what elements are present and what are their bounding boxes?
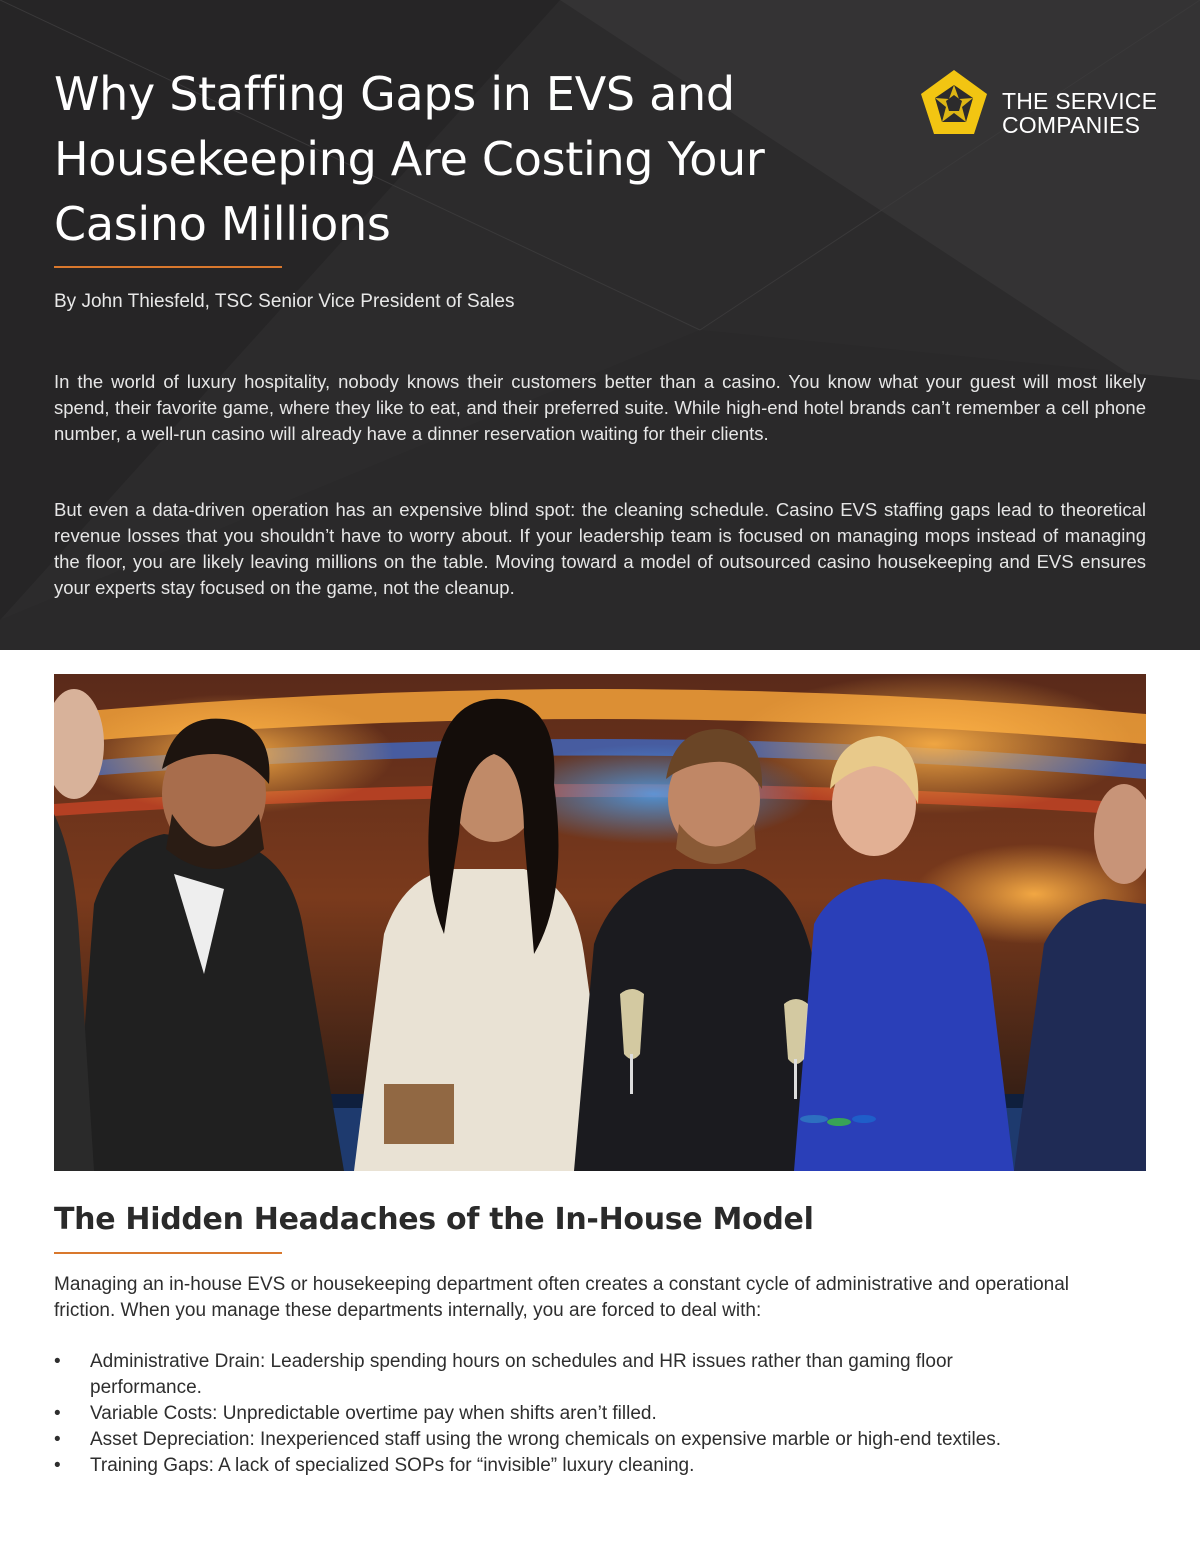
header-banner xyxy=(0,0,1200,650)
section-divider xyxy=(54,1252,282,1254)
company-logo xyxy=(918,67,1158,139)
bullet-icon: • xyxy=(54,1351,61,1372)
list-item-text: Asset Depreciation: Inexperienced staff using the wrong chemicals on expensive marble or high-end textiles. xyxy=(90,1429,1002,1450)
page-title: Why Staffing Gaps in EVS and Housekeeping Are Costing Your Casino Millions xyxy=(54,67,765,251)
list-item-text: Training Gaps: A lack of specialized SOPs for “invisible” luxury cleaning. xyxy=(90,1455,695,1476)
list-item-text: Administrative Drain: Leadership spending hours on schedules and HR issues rather than gaming floor performance. xyxy=(90,1351,953,1398)
section-heading: The Hidden Headaches of the In-House Model xyxy=(54,1202,814,1237)
pentagon-star-logo-icon xyxy=(918,67,990,139)
logo-text-line: COMPANIES xyxy=(1002,112,1141,138)
list-item xyxy=(54,1427,1014,1453)
title-divider xyxy=(54,266,282,268)
logo-text-line: THE SERVICE xyxy=(1002,88,1158,114)
list-item-text: Variable Costs: Unpredictable overtime pay when shifts aren’t filled. xyxy=(90,1403,657,1424)
headache-bullet-list xyxy=(54,1349,1014,1479)
intro-paragraph: In the world of luxury hospitality, nobody knows their customers better than a casino. You know what your guest will most likely spend, their favorite game, where they like to eat, and their preferred suite. While high-end hotel brands can’t remember a cell phone number, a well-run casino will already have a dinner reservation waiting for their clients. xyxy=(54,371,1146,444)
bullet-icon: • xyxy=(54,1455,61,1476)
section-body-text: Managing an in-house EVS or housekeeping department often creates a constant cycle of administrative and operational friction. When you manage these departments internally, you are forced to deal with: xyxy=(54,1274,1070,1321)
list-item xyxy=(54,1401,1014,1427)
intro-paragraph: But even a data-driven operation has an expensive blind spot: the cleaning schedule. Casino EVS staffing gaps lead to theoretical revenue losses that you shouldn’t have to worry about. If your leadership team is focused on managing mops instead of managing the floor, you are likely leaving millions on the table. Moving toward a model of outsourced casino housekeeping and EVS ensures your experts stay focused on the game, not the cleanup. xyxy=(54,499,1146,598)
list-item xyxy=(54,1453,1014,1479)
author-byline: By John Thiesfeld, TSC Senior Vice President of Sales xyxy=(54,291,515,312)
casino-table-photo xyxy=(54,674,1146,1171)
bullet-icon: • xyxy=(54,1429,61,1450)
bullet-icon: • xyxy=(54,1403,61,1424)
list-item xyxy=(54,1349,1014,1401)
